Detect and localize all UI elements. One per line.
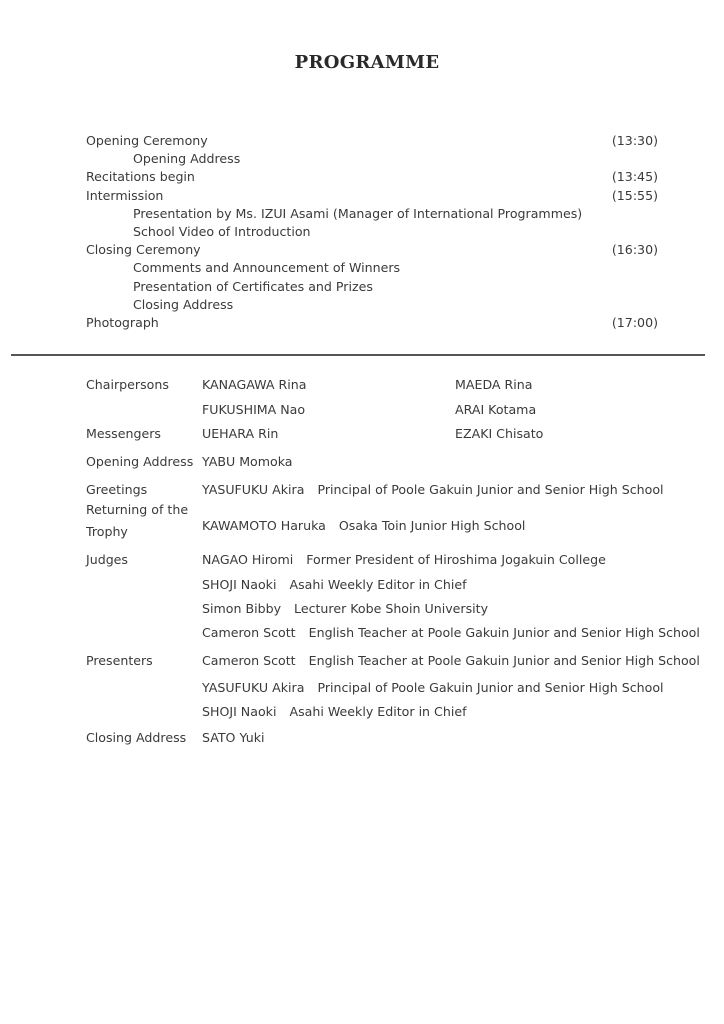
programme-item — [86, 168, 666, 186]
person-name-second-column: EZAKI Chisato — [455, 426, 544, 441]
programme-item-label: Closing Ceremony — [86, 242, 201, 258]
person-name: SHOJI Naoki — [202, 577, 277, 592]
programme-item-label: Intermission — [86, 187, 164, 203]
person-name: YASUFUKU Akira — [202, 482, 305, 497]
role-entry — [86, 553, 716, 654]
person-affiliation: English Teacher at Poole Gakuin Junior and Senior High School — [308, 653, 700, 668]
person-line — [202, 578, 716, 602]
person-name: SATO Yuki — [202, 730, 265, 745]
programme-item — [86, 132, 666, 150]
programme-item-time: (15:55) — [611, 187, 658, 203]
person-name: KAWAMOTO Haruka — [202, 518, 326, 533]
person-name: Simon Bibby — [202, 601, 282, 616]
person-affiliation: Principal of Poole Gakuin Junior and Senior High School — [317, 680, 664, 695]
programme-schedule — [86, 132, 666, 332]
person-name-second-column: MAEDA Rina — [455, 377, 533, 392]
person-line — [202, 455, 716, 483]
programme-item-label: Presentation of Certificates and Prizes — [133, 278, 373, 294]
person-affiliation: Asahi Weekly Editor in Chief — [289, 704, 467, 719]
roles-list — [86, 378, 716, 755]
role-entry — [86, 731, 716, 755]
programme-item-label: Opening Ceremony — [86, 133, 208, 148]
section-divider — [11, 354, 705, 356]
role-label: Chairpersons — [86, 377, 169, 392]
person-name: NAGAO Hiromi — [202, 552, 294, 567]
person-affiliation: Principal of Poole Gakuin Junior and Senior High School — [317, 482, 664, 497]
programme-item-label: Presentation by Ms. IZUI Asami (Manager of International Programmes) — [133, 205, 583, 221]
programme-item-label: Photograph — [86, 314, 159, 330]
programme-subitem — [86, 150, 666, 168]
programme-subitem — [86, 205, 666, 223]
person-name: KANAGAWA Rina — [202, 377, 307, 392]
person-line — [202, 681, 716, 705]
person-affiliation: Asahi Weekly Editor in Chief — [289, 577, 467, 592]
page-title: PROGRAMME — [294, 52, 440, 73]
programme-item — [86, 241, 666, 259]
role-label: Returning of the Trophy — [86, 502, 189, 539]
role-label: Presenters — [86, 653, 153, 668]
role-label: Greetings — [86, 482, 148, 497]
person-line — [202, 403, 716, 428]
programme-item-time: (16:30) — [611, 242, 658, 258]
person-name: FUKUSHIMA Nao — [202, 401, 306, 417]
programme-item-time: (17:00) — [611, 314, 658, 330]
programme-item-label: Opening Address — [133, 151, 241, 167]
person-line — [202, 654, 716, 681]
programme-item-label: Recitations begin — [86, 169, 195, 185]
programme-item-label: School Video of Introduction — [133, 223, 311, 239]
person-name: YABU Momoka — [202, 454, 293, 469]
role-entry — [86, 378, 716, 427]
programme-item — [86, 187, 666, 205]
person-line — [202, 602, 716, 626]
programme-subitem — [86, 296, 666, 314]
role-label: Messengers — [86, 426, 161, 441]
person-affiliation: Osaka Toin Junior High School — [338, 518, 526, 533]
programme-item-label: Closing Address — [133, 296, 234, 312]
person-line — [202, 553, 716, 578]
role-label: Opening Address — [86, 454, 194, 469]
programme-item — [86, 314, 666, 332]
programme-subitem — [86, 223, 666, 241]
person-line — [202, 511, 716, 553]
person-name: SHOJI Naoki — [202, 704, 277, 719]
role-label: Judges — [86, 552, 128, 567]
role-label: Closing Address — [86, 730, 187, 745]
programme-item-time: (13:30) — [611, 133, 658, 148]
programme-item-time: (13:45) — [611, 169, 658, 185]
person-line — [202, 483, 716, 511]
person-line — [202, 626, 716, 654]
programme-item-label: Comments and Announcement of Winners — [133, 260, 401, 276]
person-name: UEHARA Rin — [202, 426, 279, 441]
person-name: Cameron Scott — [202, 653, 296, 668]
person-name: Cameron Scott — [202, 625, 296, 640]
person-affiliation: English Teacher at Poole Gakuin Junior and Senior High School — [308, 625, 700, 640]
person-affiliation: Lecturer Kobe Shoin University — [294, 601, 489, 616]
programme-subitem — [86, 259, 666, 277]
programme-subitem — [86, 278, 666, 296]
person-line — [202, 705, 716, 731]
role-entry — [86, 654, 716, 731]
role-entry — [86, 502, 716, 553]
person-name-second-column: ARAI Kotama — [455, 401, 537, 417]
person-line — [202, 427, 716, 455]
person-affiliation: Former President of Hiroshima Jogakuin College — [306, 552, 606, 567]
person-name: YASUFUKU Akira — [202, 680, 305, 695]
person-line — [202, 378, 716, 403]
person-line — [202, 731, 716, 755]
